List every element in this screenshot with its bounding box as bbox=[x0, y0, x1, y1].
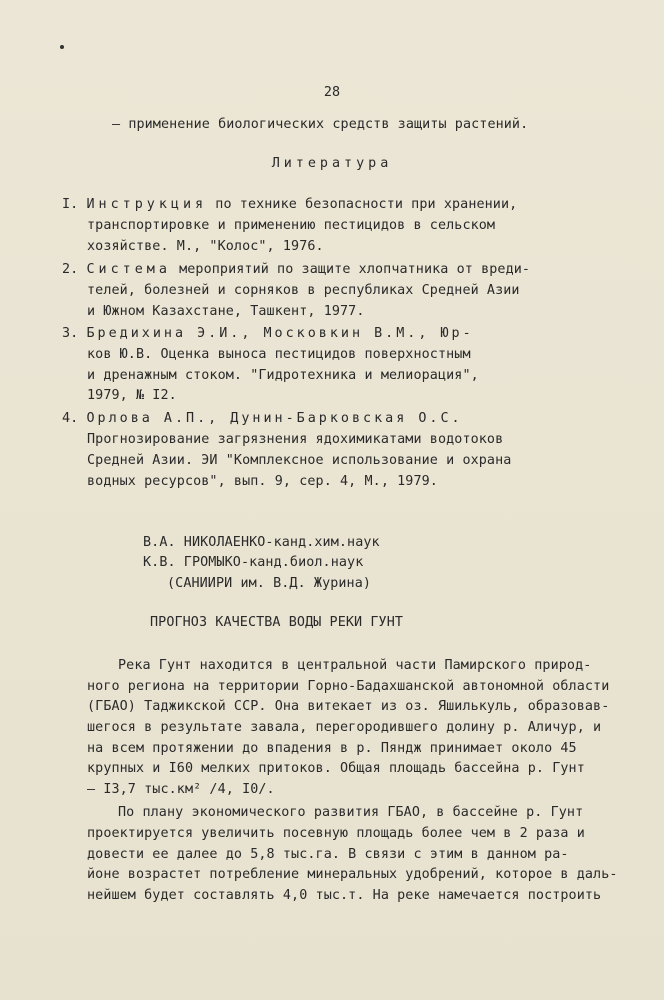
author-line: К.В. ГРОМЫКО-канд.биол.наук bbox=[143, 555, 364, 570]
body-line: Река Гунт находится в центральной части Памирского природ- bbox=[118, 658, 592, 673]
page-number: 28 bbox=[323, 85, 341, 100]
stray-dot-mark bbox=[60, 45, 64, 49]
reference-text: ков Ю.В. Оценка выноса пестицидов поверхностным bbox=[87, 347, 471, 362]
article-title: ПРОГНОЗ КАЧЕСТВА ВОДЫ РЕКИ ГУНТ bbox=[150, 615, 404, 630]
reference-item bbox=[62, 410, 463, 428]
reference-text: Средней Азии. ЭИ "Комплексное использование и охрана bbox=[87, 453, 512, 468]
body-line: на всем протяжении до впадения в р. Пяндж принимает около 45 bbox=[87, 741, 577, 756]
reference-item bbox=[62, 325, 474, 343]
author-affiliation: (САНИИРИ им. В.Д. Журина) bbox=[167, 576, 372, 591]
reference-author: Система bbox=[86, 262, 171, 277]
reference-text: Прогнозирование загрязнения ядохимикатами водотоков bbox=[87, 432, 504, 447]
reference-text: телей, болезней и сорняков в республиках Средней Азии bbox=[87, 283, 520, 298]
body-line: крупных и I60 мелких притоков. Общая площадь бассейна р. Гунт bbox=[87, 761, 585, 776]
body-line: – I3,7 тыс.км² /4, I0/. bbox=[87, 782, 275, 797]
body-line: (ГБАО) Таджикской ССР. Она витекает из оз. Яшилькуль, образовав- bbox=[87, 699, 610, 714]
reference-number: 3. bbox=[62, 326, 79, 341]
reference-text: мероприятий по защите хлопчатника от вреди- bbox=[179, 262, 531, 277]
references-title: Литература bbox=[271, 156, 393, 171]
reference-number: 2. bbox=[62, 262, 79, 277]
body-line: довести ее далее до 5,8 тыс.га. В связи с этим в данном ра- bbox=[87, 847, 569, 862]
body-line: проектируется увеличить посевную площадь более чем в 2 раза и bbox=[87, 826, 585, 841]
reference-item bbox=[62, 196, 517, 214]
reference-text: водных ресурсов", вып. 9, сер. 4, М., 1979. bbox=[87, 474, 438, 489]
reference-text: и дренажным стоком. "Гидротехника и мелиорация", bbox=[87, 368, 479, 383]
reference-author: Бредихина Э.И., Московкин В.М., Юр- bbox=[86, 326, 474, 341]
reference-text: по технике безопасности при хранении, bbox=[215, 197, 518, 212]
reference-author: Орлова А.П., Дунин-Барковская О.С. bbox=[86, 411, 463, 426]
reference-author: Инструкция bbox=[86, 197, 208, 212]
body-line: шегося в результате завала, перегородившего долину р. Аличур, и bbox=[87, 720, 602, 735]
body-line: нейшем будет составлять 4,0 тыс.т. На реке намечается построить bbox=[87, 888, 602, 903]
reference-number: I. bbox=[62, 197, 79, 212]
reference-text: транспортировке и применению пестицидов в сельском bbox=[87, 218, 496, 233]
body-line: йоне возрастет потребление минеральных удобрений, которое в даль- bbox=[87, 867, 618, 882]
author-line: В.А. НИКОЛАЕНКО-канд.хим.наук bbox=[143, 535, 380, 550]
reference-text: 1979, № I2. bbox=[87, 388, 177, 403]
body-line: По плану экономического развития ГБАО, в бассейне р. Гунт bbox=[118, 805, 584, 820]
body-line: ного региона на территории Горно-Бадахшанской автономной области bbox=[87, 679, 610, 694]
reference-item bbox=[62, 261, 530, 279]
reference-number: 4. bbox=[62, 411, 79, 426]
reference-text: и Южном Казахстане, Ташкент, 1977. bbox=[87, 304, 365, 319]
reference-text: хозяйстве. М., "Колос", 1976. bbox=[87, 239, 324, 254]
intro-line: – применение биологических средств защиты растений. bbox=[112, 117, 529, 132]
